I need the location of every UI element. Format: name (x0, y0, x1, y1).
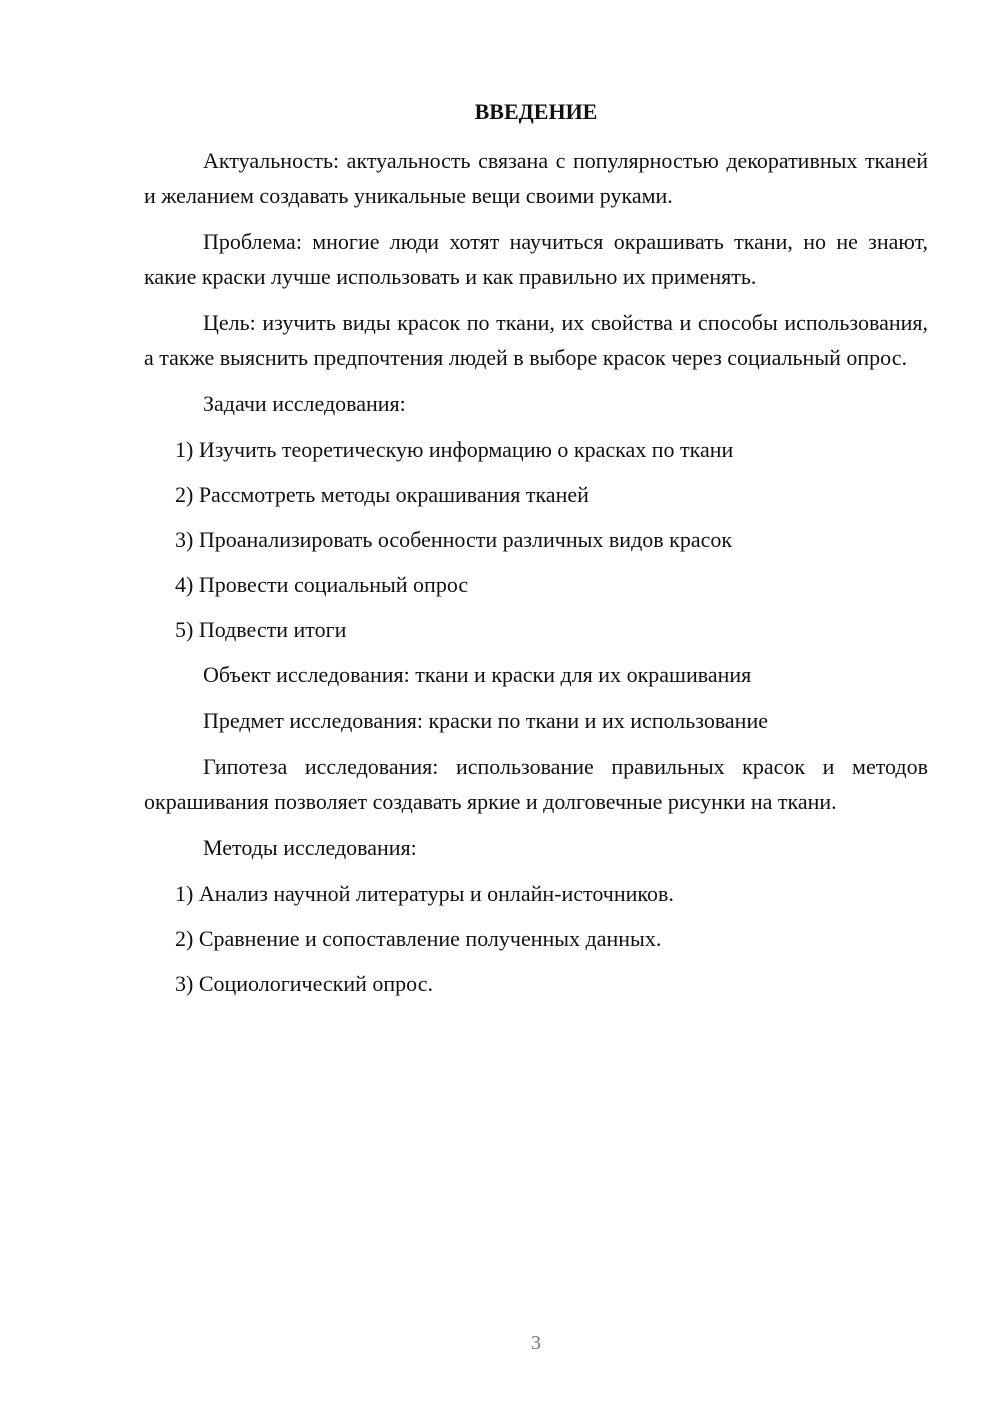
goal-paragraph: Цель: изучить виды красок по ткани, их свойства и способы использования, а также выяснить предпочтения людей в выборе красок через социальный опрос. (144, 310, 928, 370)
page-content (144, 94, 928, 1011)
method-item: 1) Анализ научной литературы и онлайн-источников. (175, 881, 674, 906)
hypothesis-paragraph: Гипотеза исследования: использование правильных красок и методов окрашивания позволяет создавать яркие и долговечные рисунки на ткани. (144, 754, 928, 814)
task-item: 1) Изучить теоретическую информацию о красках по ткани (175, 437, 734, 462)
subject-paragraph: Предмет исследования: краски по ткани и их использование (203, 708, 768, 733)
task-item: 2) Рассмотреть методы окрашивания тканей (175, 482, 589, 507)
method-item: 3) Социологический опрос. (175, 971, 433, 996)
object-paragraph: Объект исследования: ткани и краски для их окрашивания (203, 662, 752, 687)
task-item: 3) Проанализировать особенности различных видов красок (175, 527, 733, 552)
method-item: 2) Сравнение и сопоставление полученных данных. (175, 926, 662, 951)
problem-paragraph: Проблема: многие люди хотят научиться окрашивать ткани, но не знают, какие краски лучше использовать и как правильно их применять. (144, 229, 928, 289)
task-item: 5) Подвести итоги (175, 617, 347, 642)
page-title: ВВЕДЕНИЕ (474, 99, 598, 124)
methods-title: Методы исследования: (203, 835, 417, 860)
task-item: 4) Провести социальный опрос (175, 572, 469, 597)
relevance-paragraph: Актуальность: актуальность связана с популярностью декоративных тканей и желанием создавать уникальные вещи своими руками. (144, 148, 928, 208)
page-number: 3 (531, 1332, 541, 1354)
tasks-title: Задачи исследования: (203, 391, 406, 416)
